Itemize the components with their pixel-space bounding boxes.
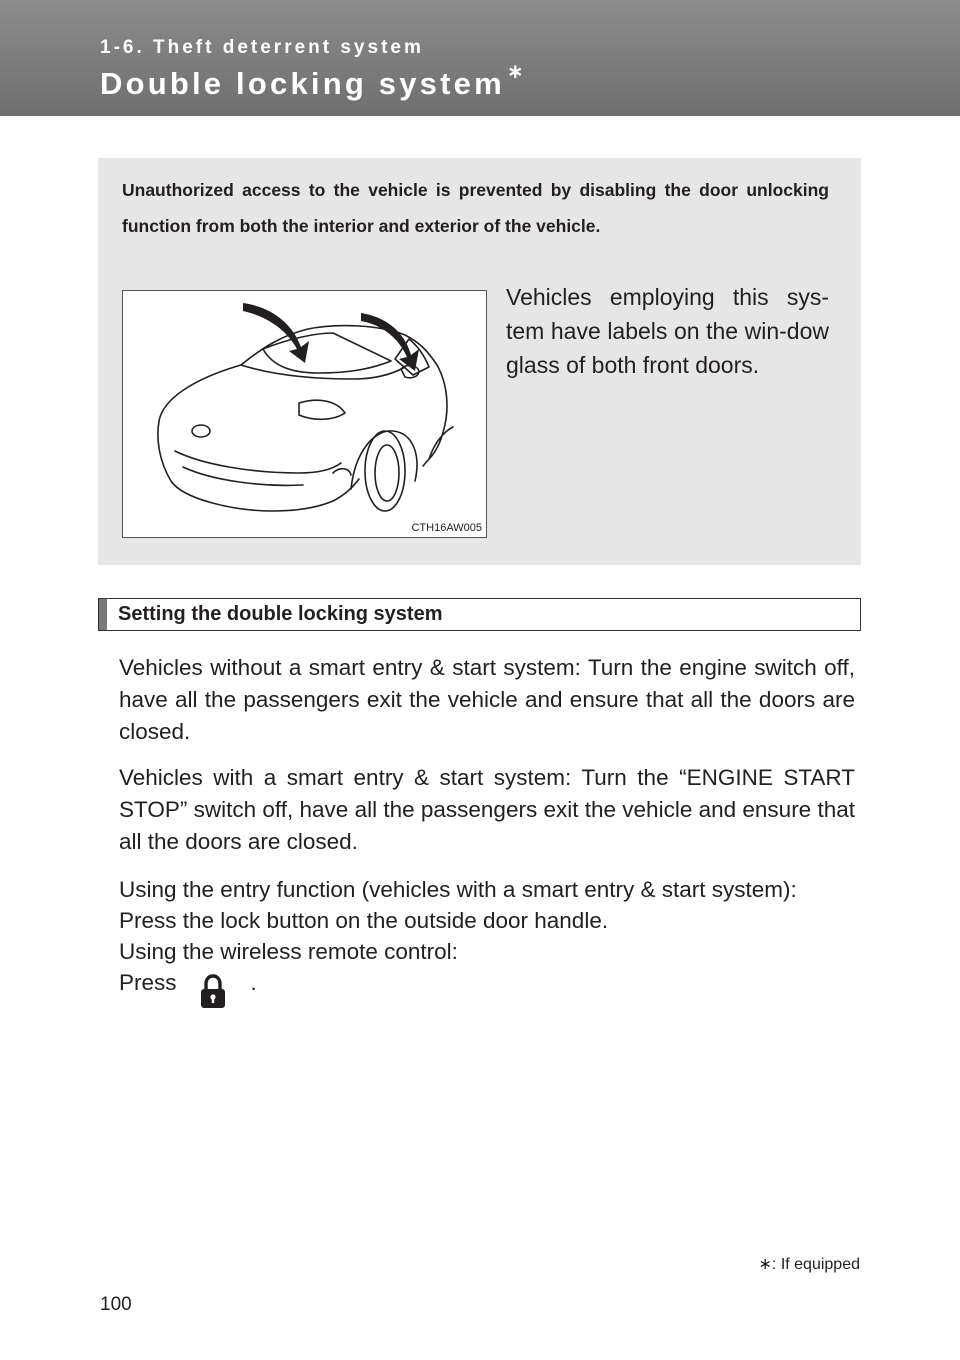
page-title	[100, 61, 524, 102]
lock-button-line: Press the lock button on the outside door handle.	[119, 908, 609, 933]
entry-function-line: Using the entry function (vehicles with a smart entry & start system):	[119, 877, 797, 902]
subheading-accent	[99, 599, 107, 630]
press-period: .	[250, 970, 257, 995]
paragraph-no-smart-entry: Vehicles without a smart entry & start system: Turn the engine switch off, have all the passengers exit the vehicle and ensure that all the doors are closed.	[119, 655, 855, 744]
intro-text: Unauthorized access to the vehicle is prevented by disabling the door unlocking function from both the interior and exterior of the vehicle.	[122, 180, 829, 236]
page-title-text: Double locking system	[100, 66, 505, 101]
equipped-asterisk-icon: ∗	[506, 61, 524, 83]
press-line	[119, 967, 257, 999]
remote-control-line: Using the wireless remote control:	[119, 939, 458, 964]
press-text: Press	[119, 970, 177, 995]
car-illustration	[122, 290, 487, 538]
paragraph-smart-entry: Vehicles with a smart entry & start system: Turn the “ENGINE START STOP” switch off, have all the passengers exit the vehicle and ensure that all the doors are closed.	[119, 765, 855, 854]
section-label: 1-6. Theft deterrent system	[100, 37, 424, 58]
side-note: Vehicles employing this sys-tem have labels on the win-dow glass of both front doors.	[506, 284, 829, 378]
footnote: ∗: If equipped	[758, 1256, 860, 1273]
page-number: 100	[100, 1294, 132, 1315]
padlock-icon	[199, 974, 227, 1010]
subheading-bar	[98, 598, 861, 631]
car-labels-illustration	[123, 291, 486, 537]
header-band	[0, 0, 960, 116]
figure-code: CTH16AW005	[411, 522, 482, 534]
subheading-text: Setting the double locking system	[118, 603, 443, 625]
intro-box	[98, 158, 861, 565]
